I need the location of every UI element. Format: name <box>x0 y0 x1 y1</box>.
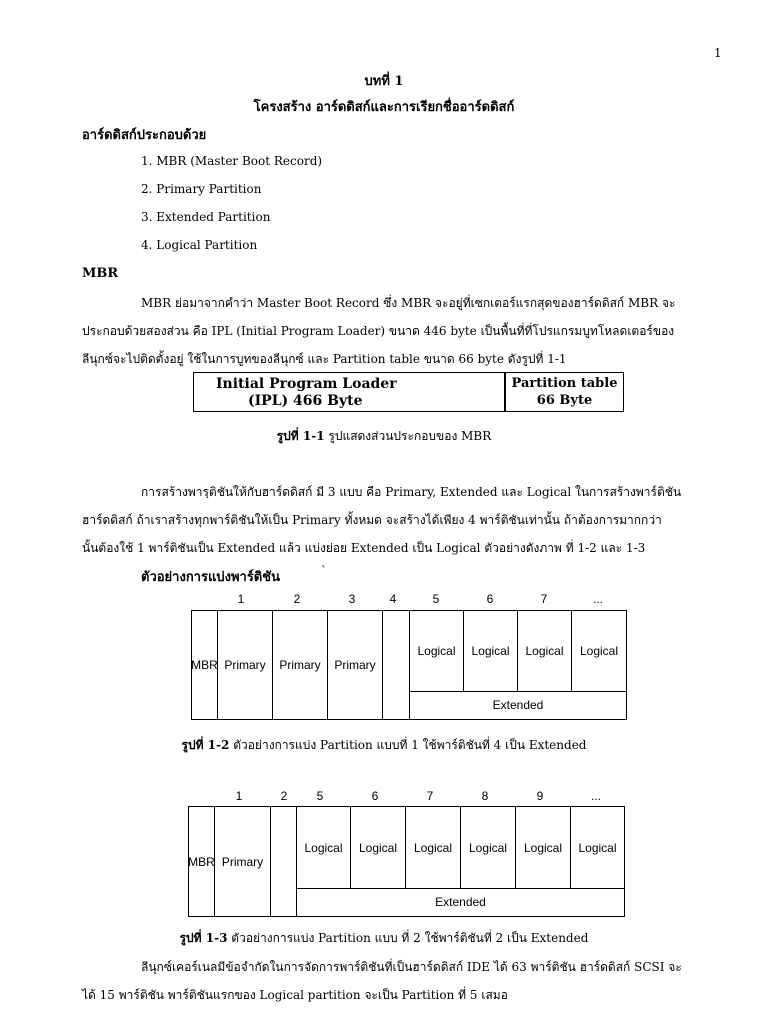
partition-number: 5 <box>316 789 324 803</box>
caption-label: รูปที่ 1-1 <box>276 429 325 443</box>
paragraph-line: การสร้างพารฺติชันให้กับฮาร์ดดิสก์ มี 3 แบบ คือ Primary, Extended และ Logical ในการสร้างพาร์ติชัน <box>141 485 682 499</box>
paragraph-line: ลีนุกซ์จะไปติดตั้งอยู่ ใช้ในการบูทของลีนุกซ์ และ Partition table ขนาด 66 byte ดังรูปที่ 1-1 <box>82 352 567 366</box>
mbr-cell: MBR <box>188 806 215 917</box>
figure-caption <box>0 929 768 948</box>
partition-number: 1 <box>235 789 243 803</box>
extended-label: Extended <box>296 888 625 917</box>
logical-cell: Logical <box>296 806 351 889</box>
mbr-heading: MBR <box>82 266 119 281</box>
partition-number: 7 <box>540 592 548 606</box>
chapter-heading: บทที่ 1 <box>364 74 404 89</box>
list-item: 3. Extended Partition <box>141 210 271 224</box>
partition-number: 4 <box>389 592 397 606</box>
caption-text: ตัวอย่างการแบ่ง Partition แบบที่ 1 ใช้พาร์ติชันที่ 4 เป็น Extended <box>233 738 587 752</box>
partition-number: ... <box>590 789 601 803</box>
ipl-cell <box>194 373 504 411</box>
primary-cell: Primary <box>217 610 273 720</box>
partition-number: 2 <box>293 592 301 606</box>
partition-number: 8 <box>481 789 489 803</box>
logical-cell: Logical <box>460 806 516 889</box>
logical-cell: Logical <box>463 610 518 692</box>
ipl-size: (IPL) 466 Byte <box>248 393 363 409</box>
logical-cell: Logical <box>570 806 625 889</box>
caption-label: รูปที่ 1-3 <box>179 931 228 945</box>
partition-number: ... <box>592 592 603 606</box>
logical-cell: Logical <box>405 806 461 889</box>
paragraph-line: ลีนุกซ์เคอร์เนลมีข้อจำกัดในการจัดการพาร์ติชันที่เป็นฮาร์ดดิสก์ IDE ได้ 63 พาร์ติชัน ฮาร์ดดิสก์ SCSI จะ <box>141 960 682 974</box>
ipl-label: Initial Program Loader <box>216 376 397 392</box>
caption-text: ตัวอย่างการแบ่ง Partition แบบ ที่ 2 ใช้พาร์ติชันที่ 2 เป็น Extended <box>231 931 589 945</box>
partition-number: 3 <box>348 592 356 606</box>
partition-number: 7 <box>426 789 434 803</box>
section-heading: อาร์ดดิสก์ประกอบด้วย <box>82 128 207 143</box>
logical-cell: Logical <box>515 806 571 889</box>
paragraph-line: นั้นต้องใช้ 1 พาร์ติชันเป็น Extended แล้ว แบ่งย่อย Extended เป็น Logical ตัวอย่างดังภาพ ที่ 1-2 และ 1-3 <box>82 541 646 555</box>
primary-cell: Primary <box>272 610 328 720</box>
paragraph-line: ประกอบด้วยสองส่วน คือ IPL (Initial Program Loader) ขนาด 446 byte เป็นพื้นที่ที่โปรแกรมบูทโหลดเตอร์ของ <box>82 324 675 338</box>
logical-cell: Logical <box>409 610 464 692</box>
partition-number: 2 <box>280 789 288 803</box>
page-number: 1 <box>714 46 722 60</box>
stray-mark: ` <box>321 564 327 578</box>
list-item: 1. MBR (Master Boot Record) <box>141 154 323 168</box>
partition-number: 6 <box>371 789 379 803</box>
caption-text: รูปแสดงส่วนประกอบของ MBR <box>328 429 492 443</box>
figure-caption <box>0 427 768 446</box>
list-item: 2. Primary Partition <box>141 182 262 196</box>
primary-cell: Primary <box>327 610 383 720</box>
extended-label: Extended <box>409 691 627 720</box>
caption-label: รูปที่ 1-2 <box>181 738 230 752</box>
partition-number: 9 <box>536 789 544 803</box>
figure-caption <box>0 736 768 755</box>
mbr-cell: MBR <box>191 610 218 720</box>
logical-cell: Logical <box>571 610 627 692</box>
primary-cell: Primary <box>214 806 271 917</box>
partition-number: 6 <box>486 592 494 606</box>
partition-table-label: Partition table <box>511 376 618 391</box>
partition-table-size: 66 Byte <box>536 393 593 408</box>
mbr-structure-figure <box>193 372 624 412</box>
paragraph-line: MBR ย่อมาจากคำว่า Master Boot Record ซึ่ง MBR จะอยู่ที่เซกเตอร์แรกสุดของฮาร์ดดิสก์ MBR จะ <box>141 296 676 310</box>
page-title: โครงสร้าง อาร์ดดิสก์และการเรียกชื่ออาร์ดดิสก์ <box>253 100 515 115</box>
partition-number: 1 <box>237 592 245 606</box>
logical-cell: Logical <box>517 610 572 692</box>
logical-cell: Logical <box>350 806 406 889</box>
paragraph-line: ได้ 15 พาร์ติชัน พาร์ติชันแรกของ Logical partition จะเป็น Partition ที่ 5 เสมอ <box>82 988 508 1002</box>
list-item: 4. Logical Partition <box>141 238 258 252</box>
partition-number: 5 <box>432 592 440 606</box>
paragraph-line: ฮาร์ดดิสก์ ถ้าเราสร้างทุกพาร์ติชันให้เป็น Primary ทั้งหมด จะสร้างได้เพียง 4 พาร์ติชันเท่านั้น ถ้าต้องการมากกว่า <box>82 513 662 527</box>
example-heading: ตัวอย่างการแบ่งพาร์ติชัน <box>141 570 280 585</box>
